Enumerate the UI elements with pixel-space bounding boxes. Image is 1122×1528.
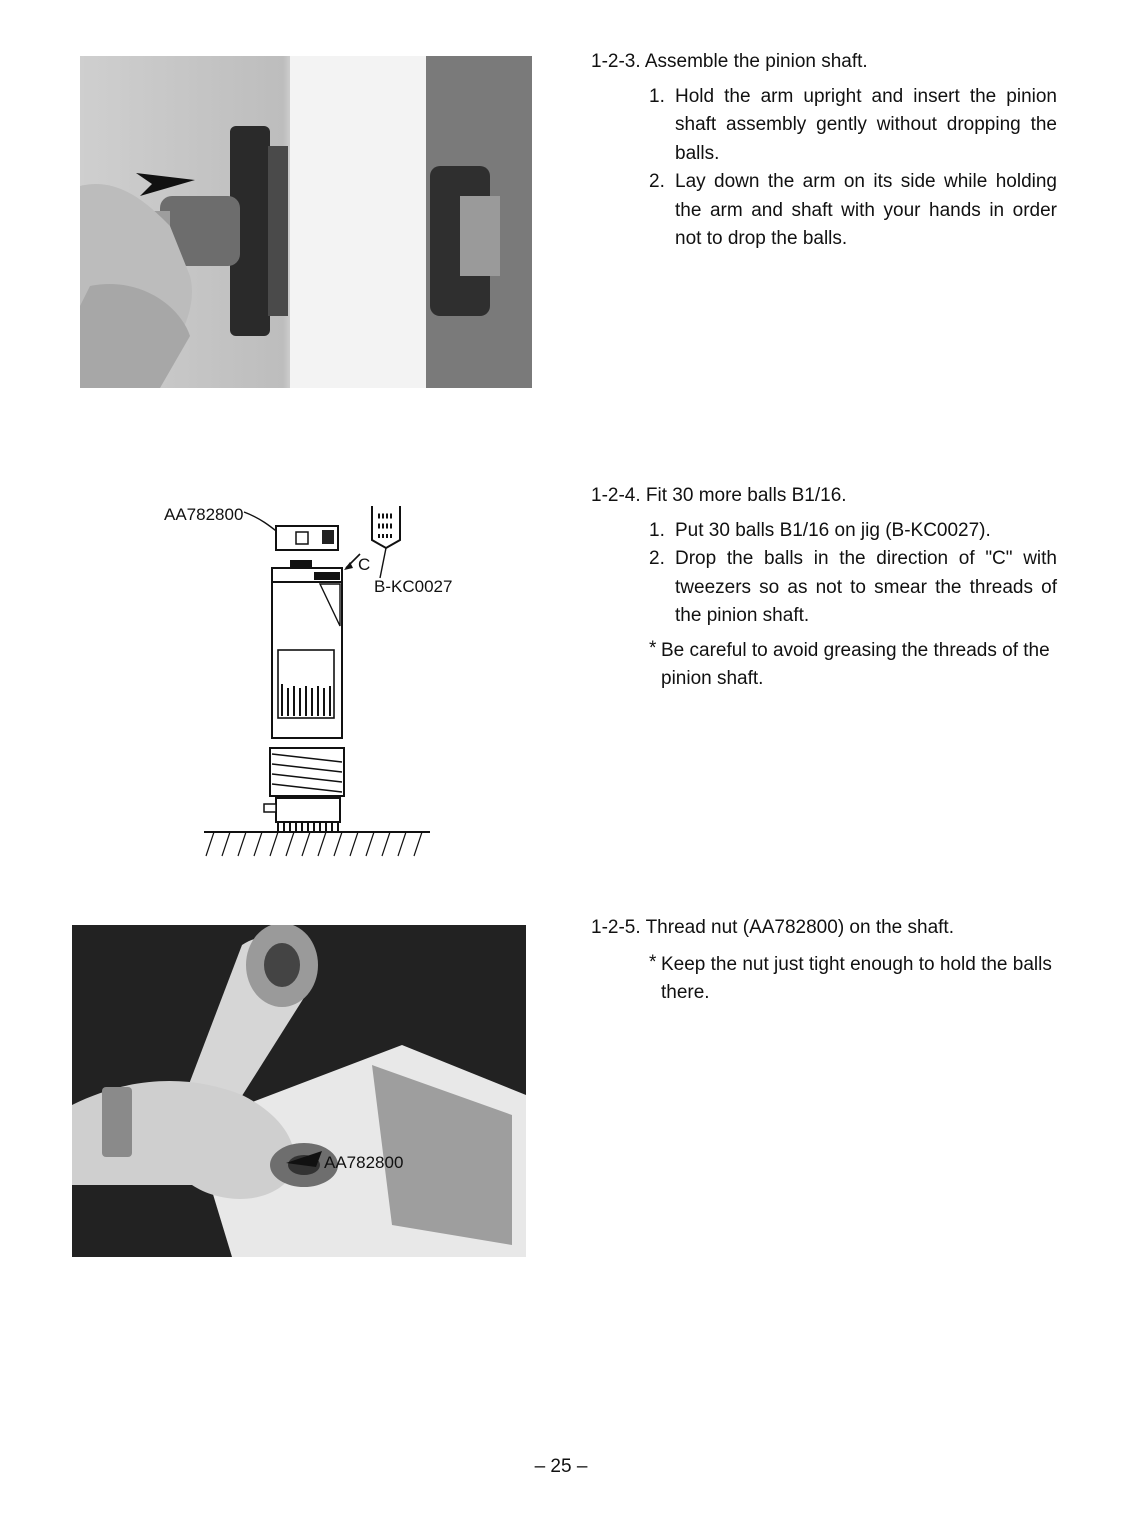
- section-heading: 1-2-3. Assemble the pinion shaft.: [591, 51, 868, 72]
- diagram-jig-ball-insertion: [150, 490, 470, 860]
- section-assemble-pinion-shaft: [591, 48, 1057, 254]
- label-direction: C: [358, 555, 371, 574]
- step-item: 1. Hold the arm upright and insert the pinion shaft assembly gently without dropping the balls.: [649, 85, 1057, 164]
- label-jig: B-KC0027: [374, 577, 453, 596]
- steps-list: [649, 517, 1057, 631]
- label-nut: AA782800: [164, 505, 244, 524]
- step-item: 2. Lay down the arm on its side while holding the arm and shaft with your hands in order not to drop the balls.: [649, 171, 1057, 249]
- step-item: 1. Put 30 balls B1/16 on jig (B-KC0027).: [649, 519, 991, 541]
- photo-label: AA782800: [324, 1153, 404, 1172]
- section-heading: 1-2-5. Thread nut (AA782800) on the shaft.: [591, 917, 954, 938]
- section-heading: 1-2-4. Fit 30 more balls B1/16.: [591, 485, 847, 506]
- page-number: – 25 –: [534, 1456, 588, 1477]
- section-thread-nut: [591, 914, 1057, 1008]
- photo-pinion-shaft-insertion: [80, 56, 532, 388]
- caution-note: * Be careful to avoid greasing the threads of the pinion shaft.: [649, 637, 1050, 689]
- section-fit-balls: [591, 482, 1057, 694]
- caution-note: * Keep the nut just tight enough to hold the balls there.: [649, 951, 1052, 1003]
- photo-thread-nut-on-shaft: [72, 925, 526, 1257]
- steps-list: [649, 83, 1057, 254]
- step-item: 2. Drop the balls in the direction of "C" with tweezers so as not to smear the threads of the pinion shaft.: [649, 548, 1057, 626]
